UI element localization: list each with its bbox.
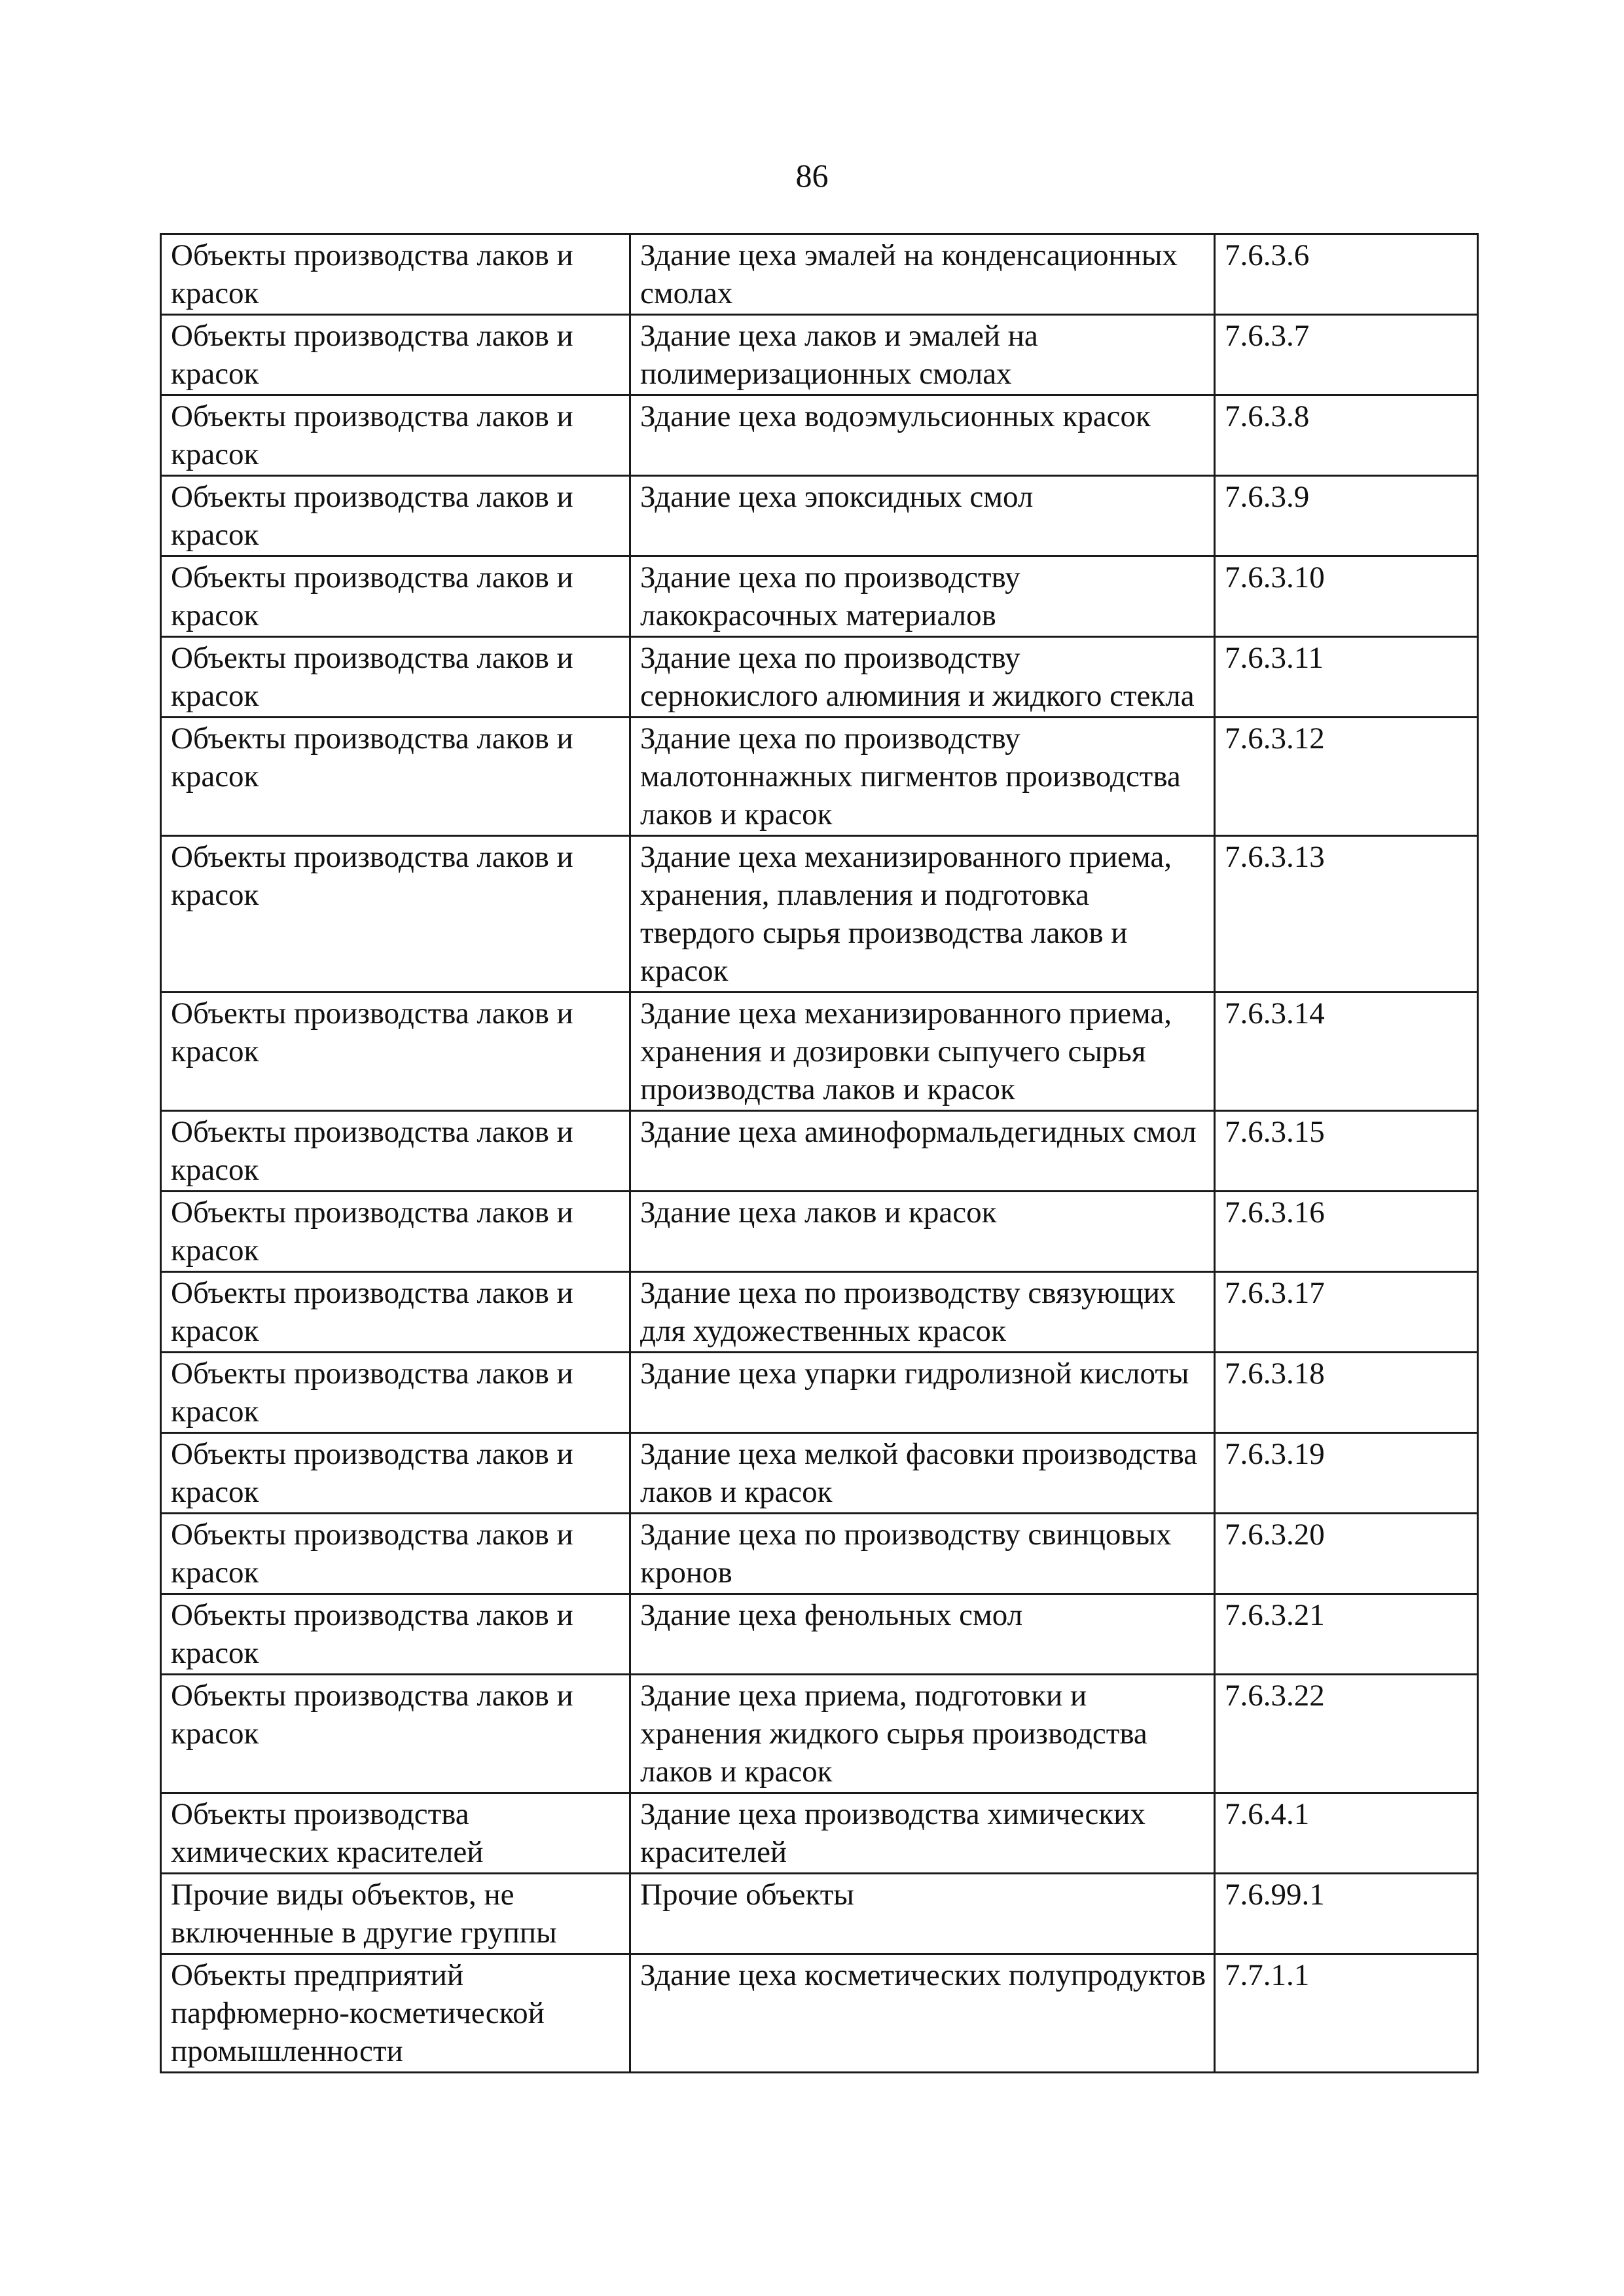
object-name-cell: Здание цеха эмалей на конденсационных смолах: [630, 234, 1215, 315]
object-type-cell: Объекты производства лаков и красок: [161, 1272, 630, 1353]
object-type-cell: Объекты производства лаков и красок: [161, 476, 630, 556]
object-code-cell: 7.7.1.1: [1215, 1954, 1478, 2073]
object-code-cell: 7.6.3.21: [1215, 1594, 1478, 1675]
object-type-cell: Объекты производства лаков и красок: [161, 234, 630, 315]
object-type-cell: Объекты производства лаков и красок: [161, 993, 630, 1111]
object-name-cell: Здание цеха производства химических красителей: [630, 1793, 1215, 1874]
object-name-cell: Здание цеха по производству связующих для художественных красок: [630, 1272, 1215, 1353]
object-type-cell: Объекты предприятий парфюмерно-косметической промышленности: [161, 1954, 630, 2073]
object-name-cell: Здание цеха механизированного приема, хранения, плавления и подготовка твердого сырья производства лаков и красок: [630, 836, 1215, 993]
object-code-cell: 7.6.99.1: [1215, 1874, 1478, 1954]
table-row: [161, 1514, 1478, 1594]
page-number: 86: [795, 157, 829, 194]
table-row: [161, 1353, 1478, 1433]
object-code-cell: 7.6.3.10: [1215, 556, 1478, 637]
object-name-cell: Здание цеха приема, подготовки и хранения жидкого сырья производства лаков и красок: [630, 1675, 1215, 1793]
object-type-cell: Объекты производства лаков и красок: [161, 637, 630, 718]
object-code-cell: 7.6.3.20: [1215, 1514, 1478, 1594]
table-row: [161, 1433, 1478, 1514]
object-name-cell: Здание цеха водоэмульсионных красок: [630, 395, 1215, 476]
object-name-cell: Здание цеха упарки гидролизной кислоты: [630, 1353, 1215, 1433]
object-name-cell: Здание цеха по производству лакокрасочных материалов: [630, 556, 1215, 637]
object-name-cell: Здание цеха по производству сернокислого алюминия и жидкого стекла: [630, 637, 1215, 718]
object-name-cell: Здание цеха аминоформальдегидных смол: [630, 1111, 1215, 1192]
table-row: [161, 1192, 1478, 1272]
object-type-cell: Объекты производства лаков и красок: [161, 1594, 630, 1675]
table-row: [161, 234, 1478, 315]
object-type-cell: Объекты производства лаков и красок: [161, 836, 630, 993]
table-row: [161, 1954, 1478, 2073]
object-type-cell: Объекты производства лаков и красок: [161, 1433, 630, 1514]
object-name-cell: Здание цеха фенольных смол: [630, 1594, 1215, 1675]
table-row: [161, 637, 1478, 718]
object-name-cell: Здание цеха по производству свинцовых кронов: [630, 1514, 1215, 1594]
object-code-cell: 7.6.3.12: [1215, 718, 1478, 836]
table-row: [161, 836, 1478, 993]
object-type-cell: Объекты производства лаков и красок: [161, 1353, 630, 1433]
object-code-cell: 7.6.3.16: [1215, 1192, 1478, 1272]
object-code-cell: 7.6.4.1: [1215, 1793, 1478, 1874]
table-row: [161, 1272, 1478, 1353]
objects-table: [160, 233, 1479, 2073]
table-row: [161, 718, 1478, 836]
object-code-cell: 7.6.3.18: [1215, 1353, 1478, 1433]
object-type-cell: Объекты производства лаков и красок: [161, 1675, 630, 1793]
object-type-cell: Объекты производства лаков и красок: [161, 395, 630, 476]
table-row: [161, 315, 1478, 395]
object-type-cell: Объекты производства лаков и красок: [161, 1514, 630, 1594]
table-row: [161, 1594, 1478, 1675]
table-row: [161, 556, 1478, 637]
object-type-cell: Прочие виды объектов, не включенные в другие группы: [161, 1874, 630, 1954]
object-name-cell: Здание цеха лаков и красок: [630, 1192, 1215, 1272]
object-name-cell: Здание цеха по производству малотоннажных пигментов производства лаков и красок: [630, 718, 1215, 836]
object-type-cell: Объекты производства лаков и красок: [161, 718, 630, 836]
object-name-cell: Здание цеха эпоксидных смол: [630, 476, 1215, 556]
object-name-cell: Здание цеха косметических полупродуктов: [630, 1954, 1215, 2073]
object-code-cell: 7.6.3.22: [1215, 1675, 1478, 1793]
object-code-cell: 7.6.3.11: [1215, 637, 1478, 718]
object-name-cell: Прочие объекты: [630, 1874, 1215, 1954]
object-code-cell: 7.6.3.9: [1215, 476, 1478, 556]
objects-table-body: [161, 234, 1478, 2073]
object-name-cell: Здание цеха мелкой фасовки производства лаков и красок: [630, 1433, 1215, 1514]
object-type-cell: Объекты производства лаков и красок: [161, 1111, 630, 1192]
object-code-cell: 7.6.3.8: [1215, 395, 1478, 476]
object-code-cell: 7.6.3.13: [1215, 836, 1478, 993]
object-code-cell: 7.6.3.7: [1215, 315, 1478, 395]
table-row: [161, 1111, 1478, 1192]
object-name-cell: Здание цеха лаков и эмалей на полимеризационных смолах: [630, 315, 1215, 395]
object-code-cell: 7.6.3.15: [1215, 1111, 1478, 1192]
object-code-cell: 7.6.3.6: [1215, 234, 1478, 315]
object-type-cell: Объекты производства химических красителей: [161, 1793, 630, 1874]
table-row: [161, 395, 1478, 476]
object-type-cell: Объекты производства лаков и красок: [161, 315, 630, 395]
object-type-cell: Объекты производства лаков и красок: [161, 556, 630, 637]
object-type-cell: Объекты производства лаков и красок: [161, 1192, 630, 1272]
table-row: [161, 993, 1478, 1111]
table-row: [161, 1874, 1478, 1954]
object-code-cell: 7.6.3.17: [1215, 1272, 1478, 1353]
object-code-cell: 7.6.3.19: [1215, 1433, 1478, 1514]
table-row: [161, 476, 1478, 556]
object-code-cell: 7.6.3.14: [1215, 993, 1478, 1111]
object-name-cell: Здание цеха механизированного приема, хранения и дозировки сыпучего сырья производства лаков и красок: [630, 993, 1215, 1111]
table-row: [161, 1793, 1478, 1874]
table-row: [161, 1675, 1478, 1793]
